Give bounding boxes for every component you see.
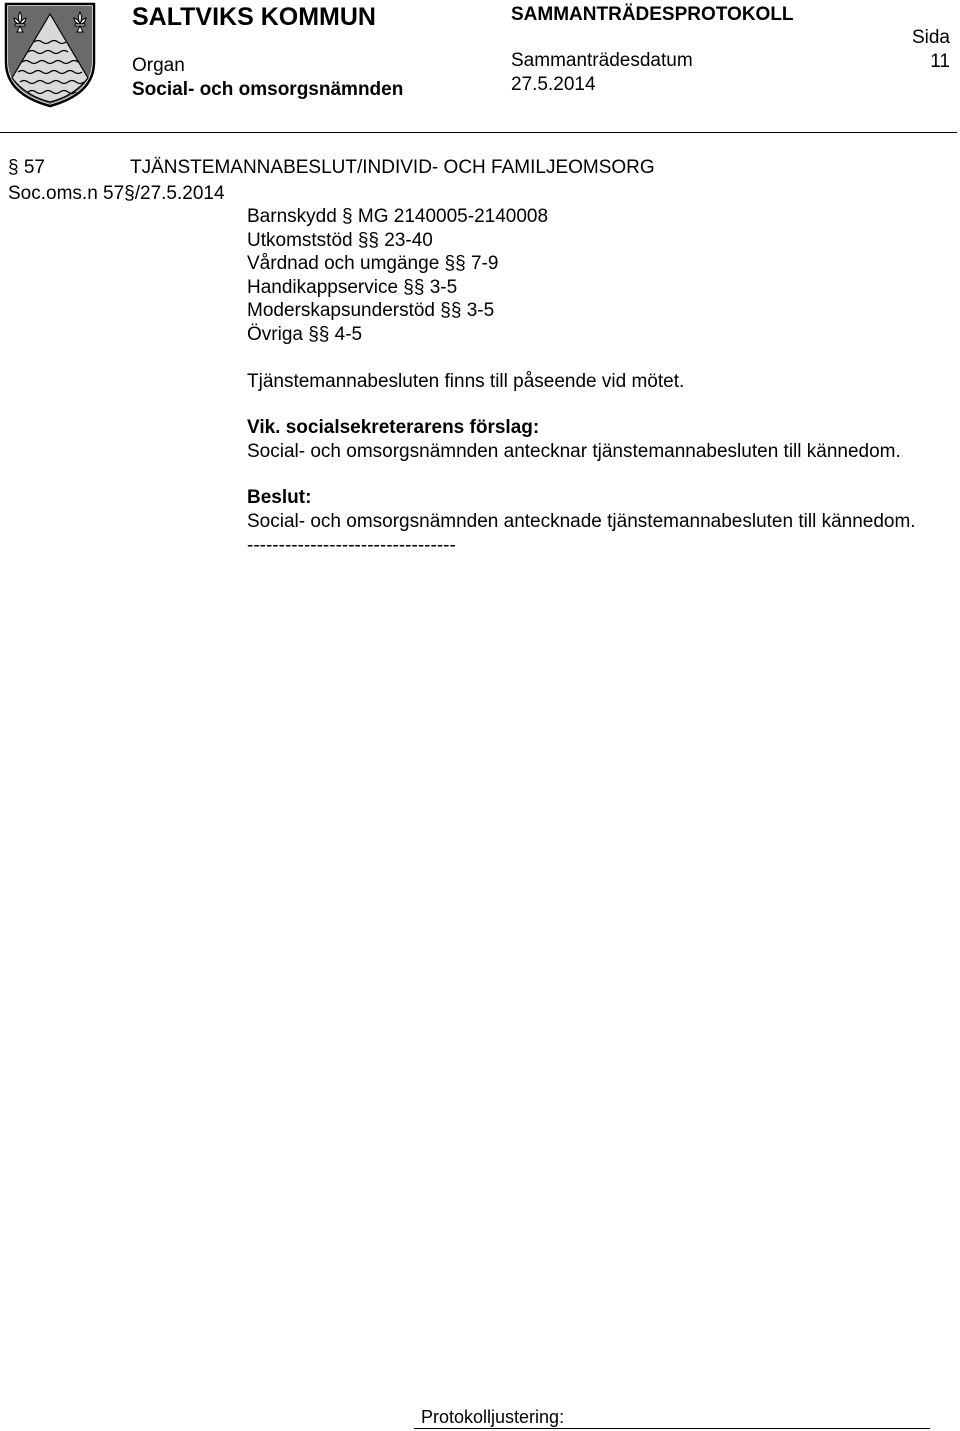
section-number: § 57 [8, 157, 45, 178]
decision-list-item: Vårdnad och umgänge §§ 7-9 [247, 253, 499, 275]
page-label: Sida [911, 27, 950, 48]
item-title: TJÄNSTEMANNABESLUT/INDIVID- OCH FAMILJEOMSORG [130, 157, 655, 178]
page-number: 11 [930, 51, 950, 72]
item-reference: Soc.oms.n 57§/27.5.2014 [8, 183, 225, 204]
document-type: SAMMANTRÄDESPROTOKOLL [511, 4, 794, 25]
decision-heading: Beslut: [247, 487, 312, 509]
availability-note: Tjänstemannabesluten finns till påseende vid mötet. [247, 370, 685, 392]
header-divider [0, 132, 957, 133]
organ-label: Organ [132, 55, 185, 76]
proposal-text: Social- och omsorgsnämnden antecknar tjänstemannabesluten till kännedom. [247, 440, 901, 462]
decision-list-item: Handikappservice §§ 3-5 [247, 276, 458, 298]
proposal-heading: Vik. socialsekreterarens förslag: [247, 417, 540, 439]
decision-list-item: Utkomststöd §§ 23-40 [247, 229, 433, 251]
item-body [247, 205, 917, 557]
protocol-verification-label: Protokolljustering: [421, 1407, 565, 1427]
organ-value: Social- och omsorgsnämnden [132, 79, 404, 100]
municipality-name: SALTVIKS KOMMUN [132, 3, 376, 31]
coat-of-arms-icon [4, 2, 96, 108]
decision-list-item: Moderskapsunderstöd §§ 3-5 [247, 300, 495, 322]
meeting-date-value: 27.5.2014 [511, 74, 596, 95]
signature-line [414, 1428, 930, 1429]
meeting-date-label: Sammanträdesdatum [511, 50, 693, 71]
item-heading [8, 157, 655, 179]
end-marker: --------------------------------- [247, 534, 456, 556]
decision-list-item: Barnskydd § MG 2140005-2140008 [247, 206, 549, 227]
decision-list-item: Övriga §§ 4-5 [247, 323, 363, 345]
decision-text: Social- och omsorgsnämnden antecknade tjänstemannabesluten till kännedom. [247, 510, 916, 532]
